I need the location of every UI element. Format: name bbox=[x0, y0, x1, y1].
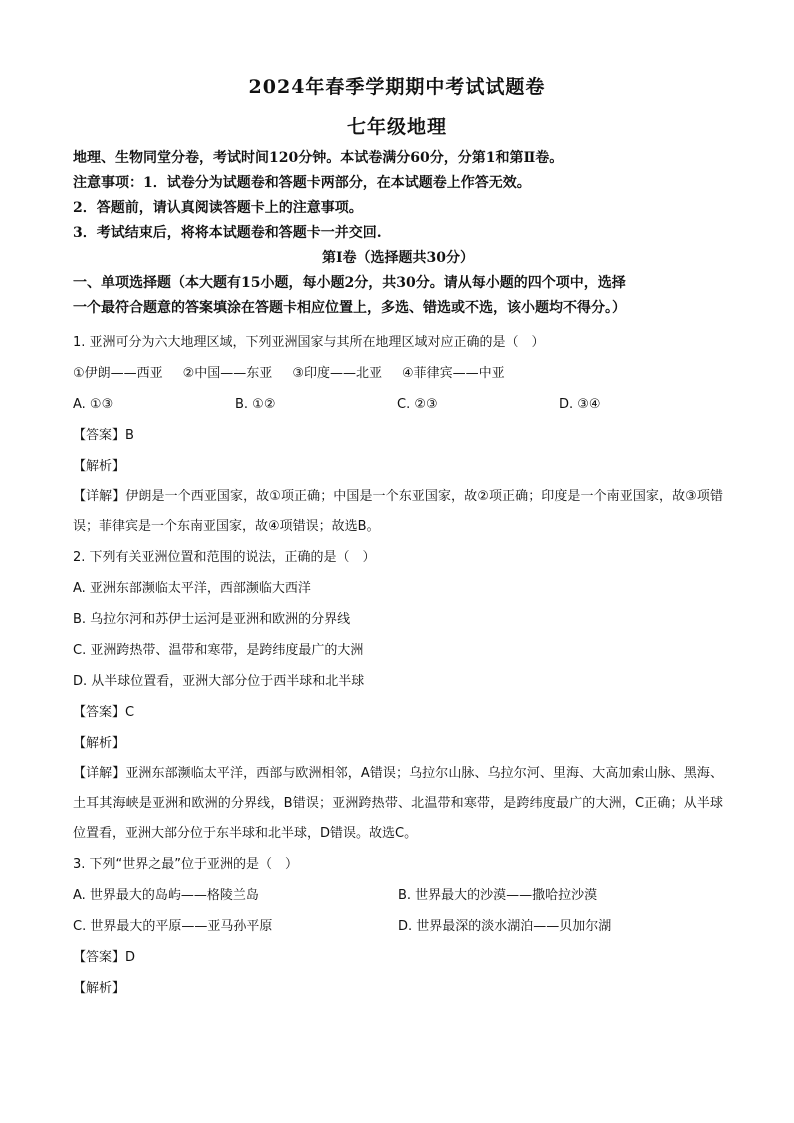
q3-option-c: C. 世界最大的平原——亚马孙平原 bbox=[73, 919, 273, 934]
q1-item-4: ④菲律宾——中亚 bbox=[401, 366, 505, 381]
q3-option-b: B. 世界最大的沙漠——撒哈拉沙漠 bbox=[398, 888, 598, 903]
q1-option-a: A. ①③ bbox=[73, 397, 114, 412]
q2-analysis: 【解析】 bbox=[73, 736, 126, 751]
exam-content bbox=[73, 146, 723, 1004]
q2-option-b: B. 乌拉尔河和苏伊士运河是亚洲和欧洲的分界线 bbox=[73, 612, 351, 627]
question-3-options-row-2 bbox=[73, 911, 723, 942]
q1-option-b: B. ①② bbox=[235, 397, 276, 412]
q1-analysis: 【解析】 bbox=[73, 459, 126, 474]
intro-line-3: 2．答题前，请认真阅读答题卡上的注意事项。 bbox=[73, 200, 363, 216]
section-instruction-1: 一、单项选择题（本大题有15小题，每小题2分，共30分。请从每小题的四个项中，选择 bbox=[73, 275, 626, 291]
question-2-stem: 2. 下列有关亚洲位置和范围的说法，正确的是（ ） bbox=[73, 550, 376, 565]
q1-detail: 【详解】伊朗是一个西亚国家，故①项正确；中国是一个东亚国家，故②项正确；印度是一个南亚国家，故③项错误；菲律宾是一个东南亚国家，故④项错误；故选B。 bbox=[73, 489, 723, 534]
question-1-options bbox=[73, 389, 723, 420]
intro-line-2: 注意事项：1．试卷分为试题卷和答题卡两部分，在本试题卷上作答无效。 bbox=[73, 175, 531, 191]
intro-line-4: 3．考试结束后，将将本试题卷和答题卡一并交回. bbox=[73, 225, 382, 241]
q1-item-3: ③印度——北亚 bbox=[292, 366, 382, 381]
q2-answer: 【答案】C bbox=[73, 705, 135, 720]
q3-analysis: 【解析】 bbox=[73, 981, 126, 996]
q3-option-d: D. 世界最深的淡水湖泊——贝加尔湖 bbox=[398, 919, 612, 934]
question-3-stem: 3. 下列“世界之最”位于亚洲的是（ ） bbox=[73, 857, 299, 872]
page-title: 2024年春季学期期中考试试题卷 bbox=[248, 76, 546, 98]
section-instruction-2: 一个最符合题意的答案填涂在答题卡相应位置上，多选、错选或不选，该小题均不得分。） bbox=[73, 300, 626, 316]
page-subtitle: 七年级地理 bbox=[346, 116, 447, 138]
q2-option-d: D. 从半球位置看，亚洲大部分位于西半球和北半球 bbox=[73, 674, 365, 689]
q1-answer: 【答案】B bbox=[73, 428, 134, 443]
q2-option-c: C. 亚洲跨热带、温带和寒带，是跨纬度最广的大洲 bbox=[73, 643, 364, 658]
intro-line-1: 地理、生物同堂分卷，考试时间120分钟。本试卷满分60分，分第1和第Ⅱ卷。 bbox=[73, 150, 564, 166]
question-1-items bbox=[73, 358, 723, 389]
q2-detail: 【详解】亚洲东部濒临太平洋，西部与欧洲相邻，A错误；乌拉尔山脉、乌拉尔河、里海、大高加索山脉、黑海、土耳其海峡是亚洲和欧洲的分界线，B错误；亚洲跨热带、北温带和寒带，是跨纬度最广的大洲，C正确；从半球位置看，亚洲大部分位于东半球和北半球，D错误。故选C。 bbox=[73, 766, 723, 841]
q1-option-d: D. ③④ bbox=[559, 397, 601, 412]
q1-option-c: C. ②③ bbox=[397, 397, 438, 412]
q1-item-1: ①伊朗——西亚 bbox=[73, 366, 163, 381]
section-heading: 第Ⅰ卷（选择题共30分） bbox=[321, 250, 475, 266]
question-1-stem: 1. 亚洲可分为六大地理区域，下列亚洲国家与其所在地理区域对应正确的是（ ） bbox=[73, 335, 545, 350]
question-3-options-row-1 bbox=[73, 880, 723, 911]
q2-option-a: A. 亚洲东部濒临太平洋，西部濒临大西洋 bbox=[73, 581, 311, 596]
q3-option-a: A. 世界最大的岛屿——格陵兰岛 bbox=[73, 888, 259, 903]
q3-answer: 【答案】D bbox=[73, 950, 136, 965]
q1-item-2: ②中国——东亚 bbox=[182, 366, 273, 381]
